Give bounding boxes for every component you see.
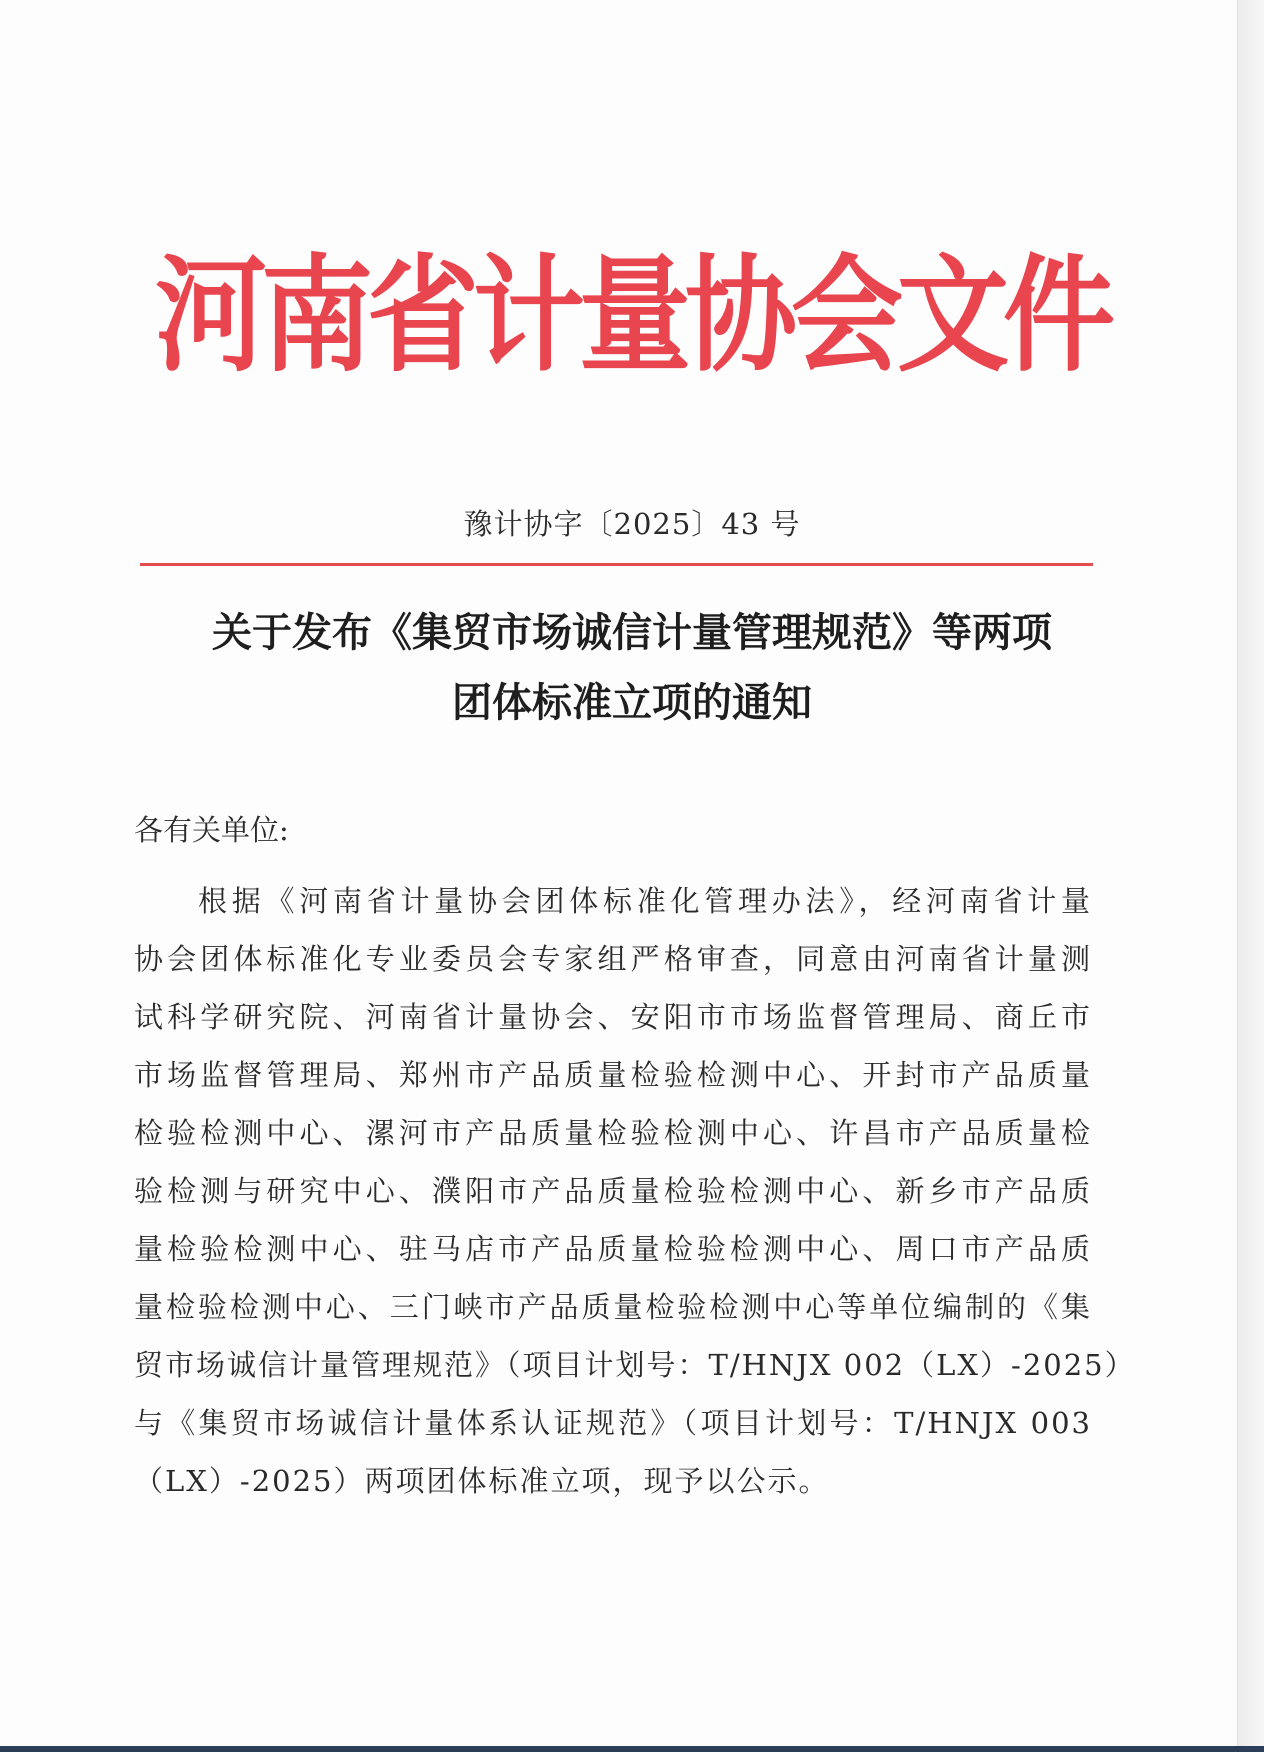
body-line: 验检测与研究中心、濮阳市产品质量检验检测中心、新乡市产品质: [134, 1174, 1092, 1208]
body-line: 量检验检测中心、驻马店市产品质量检验检测中心、周口市产品质: [134, 1232, 1092, 1266]
body-line: 贸市场诚信计量管理规范》（项目计划号：T/HNJX 002（LX）-2025）: [134, 1348, 1136, 1382]
document-header-title: 河南省计量协会文件: [155, 243, 1109, 390]
body-line: 协会团体标准化专业委员会专家组严格审查，同意由河南省计量测: [134, 942, 1092, 976]
body-line: 市场监督管理局、郑州市产品质量检验检测中心、开封市产品质量: [134, 1058, 1092, 1092]
body-paragraph: [134, 872, 1136, 1510]
red-divider-line: [140, 563, 1093, 566]
salutation: 各有关单位:: [134, 813, 289, 847]
body-line: 检验检测中心、漯河市产品质量检验检测中心、许昌市产品质量检: [134, 1116, 1092, 1150]
notice-title-line: 团体标准立项的通知: [452, 679, 812, 726]
body-line: 试科学研究院、河南省计量协会、安阳市市场监督管理局、商丘市: [134, 1000, 1092, 1034]
document-number: 豫计协字〔2025〕43 号: [463, 507, 801, 541]
notice-title: [0, 598, 1264, 738]
body-line: 量检验检测中心、三门峡市产品质量检验检测中心等单位编制的《集: [134, 1290, 1092, 1324]
body-line: 根据《河南省计量协会团体标准化管理办法》，经河南省计量: [198, 884, 1092, 918]
scan-bottom-edge: [0, 1746, 1264, 1752]
body-line: 与《集贸市场诚信计量体系认证规范》（项目计划号：T/HNJX 003: [134, 1406, 1092, 1440]
body-line: （LX）-2025）两项团体标准立项，现予以公示。: [134, 1464, 830, 1498]
notice-title-line: 关于发布《集贸市场诚信计量管理规范》等两项: [212, 609, 1052, 656]
